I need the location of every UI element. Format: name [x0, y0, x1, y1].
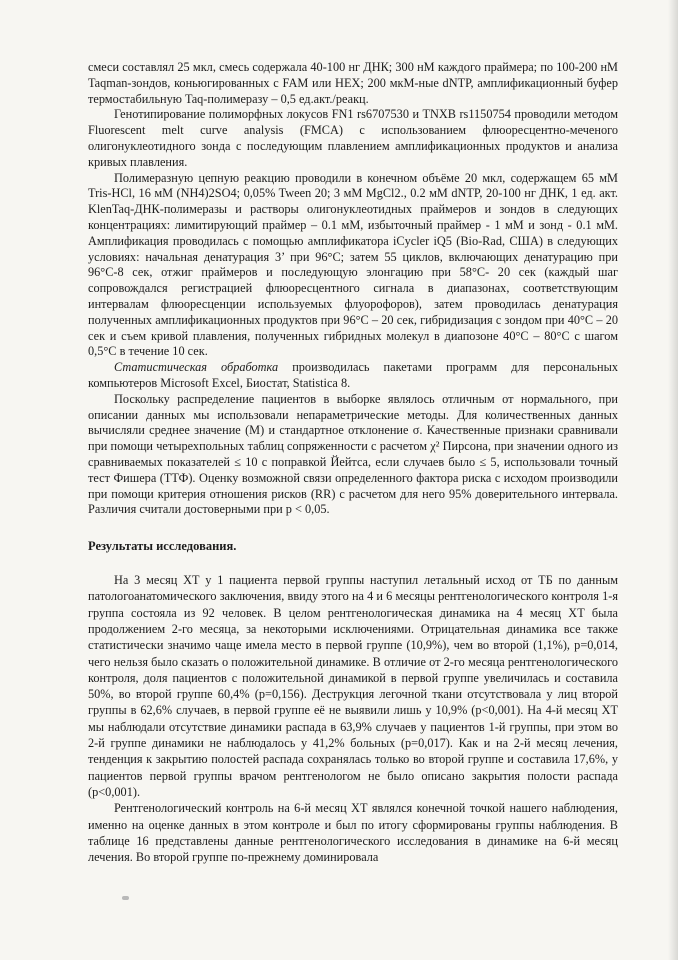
scan-speck [122, 896, 129, 900]
document-body [88, 60, 618, 865]
paragraph-genotyping: Генотипирование полиморфных локусов FN1 rs6707530 и TNXB rs1150754 проводили методом Fluorescent melt curve analysis (FMCA) с использованием флюоресцентно-меченого олигонуклеотидного зонда с последующим плавлением амплификационных продуктов и анализа кривых плавления. [88, 107, 618, 169]
paragraph-pcr-conditions: Полимеразную цепную реакцию проводили в конечном объёме 20 мкл, содержащем 65 мМ Tris-HCl, 16 мМ (NH4)2SO4; 0,05% Tween 20; 3 мМ MgCl2., 0.2 мМ dNTP, 20-100 нг ДНК, 1 ед. акт. KlenTaq-ДНК-полимеразы и растворы олигонуклеотидных праймеров и зондов в следующих концентрациях: лимитирующий праймер – 0.1 мМ, избыточный праймер - 1 мМ и зонд - 0.1 мМ. Амплификация проводилась с помощью амплификатора iCycler iQ5 (Bio-Rad, США) в следующих условиях: начальная денатурация 3’ при 96°С; затем 55 циклов, включающих денатурацию при 96°С-8 сек, отжиг праймеров и последующую элонгацию при 58°С- 20 сек (каждый шаг сопровождался регистрацией флюоресцентного сигнала в диапазонах, соответствующим интервалам флюоресценции используемых флуорофоров), затем проводилась денатурация полученных амплификационных продуктов при 96°С – 20 сек, гибридизация с зондом при 40°С – 20 сек и съем кривой плавления, полученных гибридных молекул в диапозоне 40°С – 80°С с шагом 0,5°С в течение 10 сек. [88, 170, 618, 359]
paragraph-reaction-mix: смеси составлял 25 мкл, смесь содержала 40-100 нг ДНК; 300 нМ каждого праймера; по 100-200 нМ Taqman-зондов, коньюгированных с FAM или HEX; 200 мкМ-ные dNTP, амплификационный буфер термостабильную Taq-полимеразу – 0,5 ед.акт./реакц. [88, 60, 618, 106]
paragraph-results-month-6: Рентгенологический контроль на 6-й месяц ХТ являлся конечной точкой нашего наблюдения, именно на оценке данных в этом контроле и был по итогу сформированы группы наблюдения. В таблице 16 представлены данные рентгенологического исследования в динамике на 6-й месяц лечения. Во второй группе по-прежнему доминировала [88, 801, 618, 865]
paragraph-statistics [88, 360, 618, 392]
statistics-emphasis: Статистическая обработка [114, 360, 279, 375]
paragraph-distribution: Поскольку распределение пациентов в выборке являлось отличным от нормального, при описании данных мы использовали непараметрические методы. Для количественных данных вычисляли среднее значение (M) и стандартное отклонение σ. Качественные признаки сравнивали при помощи четырехпольных таблиц сопряженности с расчетом χ² Пирсона, при значении одного из сравниваемых показателей ≤ 10 с поправкой Йейтса, если случаев было ≤ 5, использовали точный тест Фишера (ТТФ). Оценку возможной связи определенного фактора риска с исходом производили при помощи критерия отношения рисков (RR) с расчетом для него 95% доверительного интервала. Различия считали достоверными при p < 0,05. [88, 391, 618, 517]
section-heading-results: Результаты исследования. [88, 539, 237, 554]
statistics-text: производилась пакетами программ для персональных компьютеров Microsoft Excel, Биостат, Statistica 8. [88, 360, 618, 390]
results-section [88, 572, 618, 865]
paragraph-results-month-4: На 3 месяц ХТ у 1 пациента первой группы наступил летальный исход от ТБ по данным патологоанатомического заключения, ввиду этого на 4 и 6 месяцы рентгенологического контроля 1-я группа состояла из 92 человек. В целом рентгенологическая динамика на 4 месяц ХТ была продолжением 2-го месяца, за некоторыми исключениями. Отрицательная динамика все также статистически значимо чаще имела место в первой группе (10,9%), чем во второй (1,1%), p=0,014, чего нельзя было сказать о положительной динамике. В отличие от 2-го месяца рентгенологического контроля, доля пациентов с положительной динамикой в первой группе увеличилась и составила 50%, во второй группе 60,4% (p=0,156). Деструкция легочной ткани отсутствовала у лиц второй группы в 62,6% случаев, в первой группе её не выявили лишь у 10,9% (p<0,001). На 4-й месяц ХТ мы наблюдали отсутствие динамики распада в 63,9% случаев у пациентов 1-й группы, при этом во 2-й группе динамики не наблюдалось у 41,2% больных (p=0,017). Как и на 2-й месяц лечения, тенденция к закрытию полостей распада сохранялась только во второй группе и составила 17,6%, у пациентов первой группы врачом рентгенологом не было описано закрытия полости распада (p<0,001). [88, 573, 618, 799]
page-edge-shadow [668, 0, 678, 960]
